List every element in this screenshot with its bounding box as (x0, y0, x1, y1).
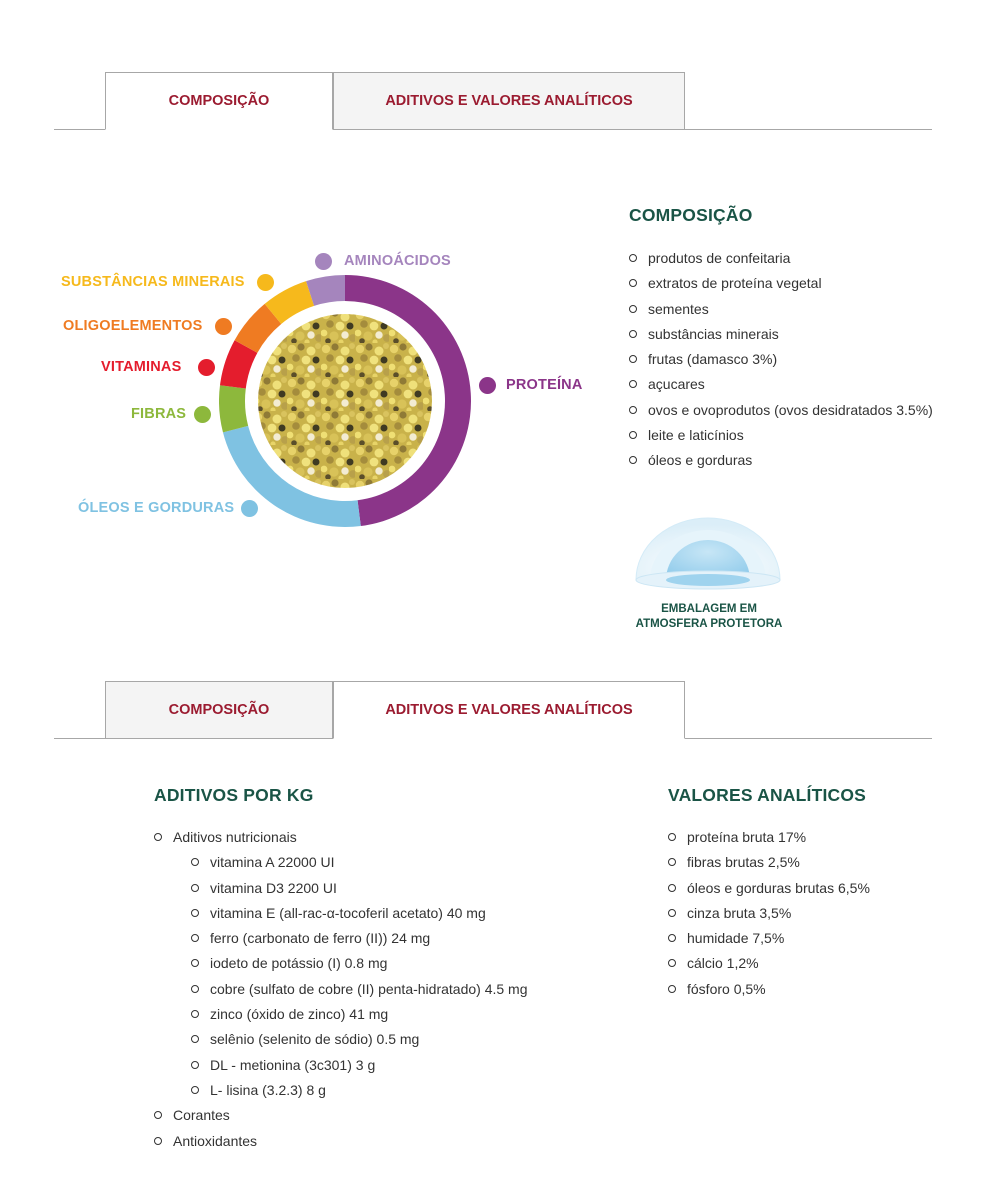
list-item-text: ovos e ovoprodutos (ovos desidratados 3.5%) (648, 401, 933, 418)
legend-label-substancias-minerais: SUBSTÂNCIAS MINERAIS (61, 274, 245, 290)
list-item (629, 451, 933, 476)
list-item-text: fibras brutas 2,5% (687, 854, 800, 871)
composition-donut (219, 275, 471, 527)
bullet-circle-icon (668, 884, 676, 892)
bullet-circle-icon (629, 456, 637, 464)
list-item (629, 325, 933, 350)
bullet-circle-icon (191, 985, 199, 993)
list-item-text: ferro (carbonato de ferro (II)) 24 mg (210, 930, 431, 947)
packaging-badge (628, 510, 788, 603)
bullet-circle-icon (629, 355, 637, 363)
additives-title: ADITIVOS POR KG (154, 785, 314, 805)
list-item-text: óleos e gorduras (648, 452, 753, 469)
list-item-text: Antioxidantes (173, 1132, 258, 1149)
seed-mix-image (258, 314, 432, 488)
list-item-text: humidade 7,5% (687, 930, 785, 947)
list-item-text: cinza bruta 3,5% (687, 904, 792, 921)
list-item-text: óleos e gorduras brutas 6,5% (687, 879, 870, 896)
list-item-text: vitamina D3 2200 UI (210, 879, 337, 896)
list-item (154, 1106, 528, 1131)
list-item-text: Aditivos nutricionais (173, 829, 297, 845)
list-item-text: fósforo 0,5% (687, 980, 766, 997)
list-item-text: zinco (óxido de zinco) 41 mg (210, 1006, 389, 1023)
list-item (629, 350, 933, 375)
list-item (629, 274, 933, 299)
list-item-text: cobre (sulfato de cobre (II) penta-hidratado) 4.5 mg (210, 980, 528, 997)
list-item (668, 853, 870, 878)
list-item (191, 929, 528, 954)
list-item-text: leite e laticínios (648, 427, 744, 444)
bullet-circle-icon (191, 1010, 199, 1018)
analytical-title: VALORES ANALÍTICOS (668, 785, 867, 805)
bullet-circle-icon (629, 380, 637, 388)
bullet-circle-icon (629, 406, 637, 414)
list-item (191, 954, 528, 979)
list-item (629, 375, 933, 400)
list-item (629, 300, 933, 325)
list-item-text: frutas (damasco 3%) (648, 351, 778, 368)
list-item (191, 1005, 528, 1030)
donut-segment-2 (219, 385, 248, 432)
bullet-circle-icon (668, 833, 676, 841)
tabbar-top (54, 72, 932, 130)
bullet-circle-icon (154, 833, 162, 841)
legend-label-aminoacidos: AMINOÁCIDOS (344, 253, 451, 269)
list-item-text: proteína bruta 17% (687, 829, 807, 845)
legend-label-oligoelementos: OLIGOELEMENTOS (63, 318, 203, 334)
list-item (668, 929, 870, 954)
legend-label-oleos-gorduras: ÓLEOS E GORDURAS (78, 500, 235, 516)
list-item (191, 1030, 528, 1055)
list-item-text: L- lisina (3.2.3) 8 g (210, 1081, 326, 1098)
list-item (629, 426, 933, 451)
list-item (629, 401, 933, 426)
bullet-circle-icon (629, 279, 637, 287)
legend-label-proteina: PROTEÍNA (506, 377, 583, 393)
list-item-text: vitamina E (all-rac-α-tocoferil acetato) 40 mg (210, 904, 486, 921)
list-item (191, 853, 528, 878)
legend-label-vitaminas: VITAMINAS (101, 359, 182, 375)
packaging-label-line2: ATMOSFERA PROTETORA (635, 618, 783, 630)
list-item-text: selênio (selenito de sódio) 0.5 mg (210, 1031, 420, 1048)
tab-additives[interactable]: ADITIVOS E VALORES ANALÍTICOS (333, 681, 685, 739)
bullet-circle-icon (629, 330, 637, 338)
list-item-text: produtos de confeitaria (648, 250, 791, 266)
bullet-circle-icon (154, 1137, 162, 1145)
bullet-circle-icon (191, 959, 199, 967)
list-item (629, 249, 933, 274)
bullet-circle-icon (191, 1086, 199, 1094)
bullet-circle-icon (191, 934, 199, 942)
bullet-circle-icon (629, 431, 637, 439)
list-item (191, 980, 528, 1005)
list-item-text: iodeto de potássio (I) 0.8 mg (210, 955, 388, 972)
tab-composition[interactable]: COMPOSIÇÃO (105, 681, 333, 739)
legend-dot-fibras (194, 406, 211, 423)
packaging-label-line1: EMBALAGEM EM (661, 603, 757, 615)
bullet-circle-icon (191, 1035, 199, 1043)
bullet-circle-icon (191, 909, 199, 917)
legend-label-fibras: FIBRAS (131, 406, 187, 422)
bullet-circle-icon (629, 254, 637, 262)
bullet-circle-icon (191, 1061, 199, 1069)
list-item-text: substâncias minerais (648, 325, 779, 342)
bullet-circle-icon (668, 985, 676, 993)
list-item (154, 828, 528, 853)
list-item-text: açucares (648, 376, 705, 393)
packaging-label (628, 602, 790, 632)
list-item (191, 1056, 528, 1081)
list-item-text: vitamina A 22000 UI (210, 854, 335, 871)
bullet-circle-icon (191, 884, 199, 892)
bullet-circle-icon (668, 858, 676, 866)
list-item-text: extratos de proteína vegetal (648, 275, 822, 292)
donut-svg (219, 275, 471, 527)
list-item (191, 904, 528, 929)
bullet-circle-icon (668, 934, 676, 942)
additives-list (154, 828, 528, 1157)
analytical-list (668, 828, 870, 1005)
list-item (191, 879, 528, 904)
tab-additives[interactable]: ADITIVOS E VALORES ANALÍTICOS (333, 72, 685, 130)
legend-dot-substancias-minerais (257, 274, 274, 291)
tabbar-bottom (54, 681, 932, 739)
list-item (668, 879, 870, 904)
legend-dot-oleos-gorduras (241, 500, 258, 517)
bullet-circle-icon (668, 959, 676, 967)
list-item (668, 904, 870, 929)
list-item (668, 828, 870, 853)
legend-dot-aminoacidos (315, 253, 332, 270)
protective-atmosphere-dome-icon (628, 510, 788, 598)
legend-dot-proteina (479, 377, 496, 394)
bullet-circle-icon (191, 858, 199, 866)
list-item-text: DL - metionina (3c301) 3 g (210, 1056, 376, 1073)
tab-composition[interactable]: COMPOSIÇÃO (105, 72, 333, 130)
list-item-text: Corantes (173, 1107, 230, 1124)
composition-list (629, 249, 933, 477)
list-item-text: cálcio 1,2% (687, 955, 759, 972)
legend-dot-oligoelementos (215, 318, 232, 335)
list-item-text: sementes (648, 300, 709, 317)
bullet-circle-icon (629, 305, 637, 313)
list-item (154, 1132, 528, 1157)
composition-title: COMPOSIÇÃO (629, 205, 753, 225)
bullet-circle-icon (668, 909, 676, 917)
list-item (191, 1081, 528, 1106)
legend-dot-vitaminas (198, 359, 215, 376)
list-item (668, 980, 870, 1005)
list-item (668, 954, 870, 979)
bullet-circle-icon (154, 1111, 162, 1119)
